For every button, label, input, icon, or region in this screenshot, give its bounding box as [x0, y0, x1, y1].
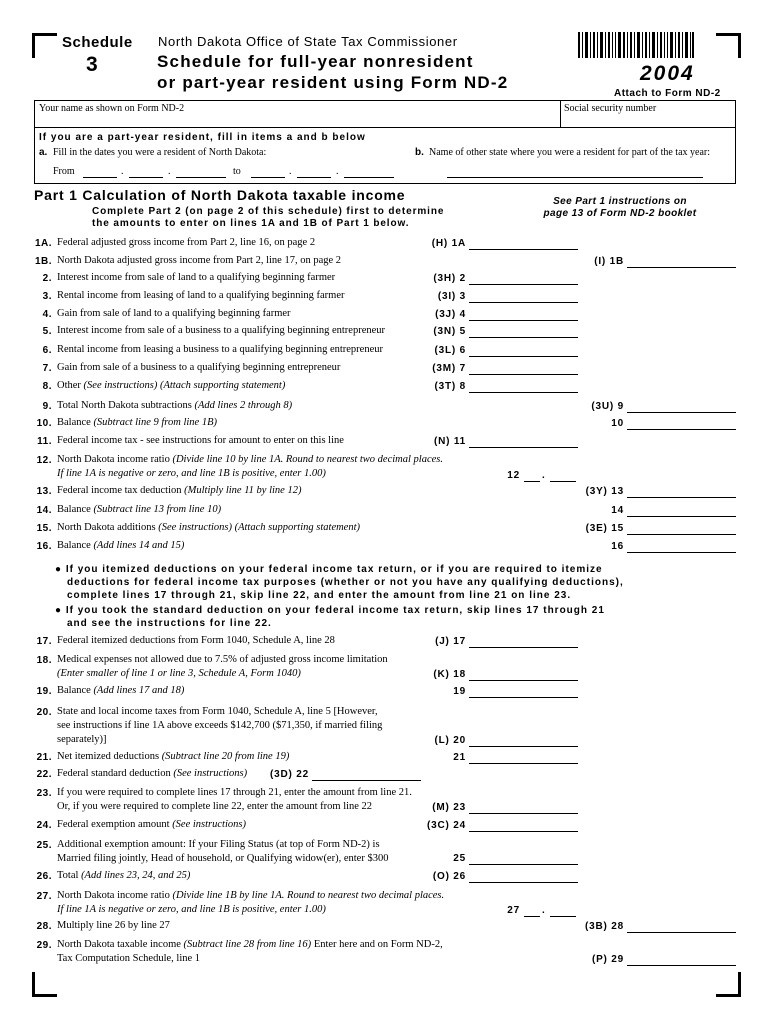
line-code: (3H) 2 — [433, 273, 466, 284]
line-5-amount-input[interactable] — [469, 337, 578, 338]
line-code: 10 — [611, 418, 624, 429]
form-title-line1: Schedule for full-year nonresident — [157, 52, 474, 71]
line-11-amount-input[interactable] — [469, 447, 578, 448]
line-code: 16 — [611, 541, 624, 552]
line-description-continued: separately)] — [57, 734, 107, 745]
line-text: If you were required to complete lines 17 through 21, enter the amount from line 21. — [57, 787, 412, 798]
from-label: From — [53, 166, 75, 177]
line-number: 3. — [42, 291, 52, 302]
line-text: Federal standard deduction — [57, 768, 174, 779]
line-number: 23. — [36, 788, 52, 799]
line-25-amount-input[interactable] — [469, 864, 578, 865]
part-year-section: If you are a part-year resident, fill in items a and b below a. Fill in the dates you were a resident of North Dakota: b. Name of other state where you were a resident for part of the tax year: From . . to . . — [34, 128, 736, 184]
itemize-note: ● If you itemized deductions on your federal income tax return, or if you are required to itemize deductions for federal income tax purposes (whether or not you have any qualifying deductions), complete lines 17 through 21, skip line 22, and enter the amount from line 21 on line 23. — [55, 563, 695, 602]
line-number: 26. — [36, 871, 52, 882]
line-text: Federal exemption amount — [57, 819, 173, 830]
line-13-amount-input[interactable] — [627, 497, 736, 498]
line-number: 28. — [36, 921, 52, 932]
name-label: Your name as shown on Form ND-2 — [39, 103, 185, 114]
name-ssn-divider — [560, 101, 561, 128]
schedule-label: Schedule — [62, 34, 133, 51]
line-1b-amount-input[interactable] — [627, 267, 736, 268]
line-text-italic: (Add lines 23, 24, and 25) — [81, 870, 191, 881]
line-text: Balance — [57, 417, 94, 428]
line-26-amount-input[interactable] — [469, 882, 578, 883]
line-description-continued: If line 1A is negative or zero, and line 1B is positive, enter 1.00) — [57, 468, 326, 479]
line-description-continued: see instructions if line 1A above exceeds $142,700 ($71,350, if married filing — [57, 720, 383, 731]
line-9-amount-input[interactable] — [627, 412, 736, 413]
line-description-continued: (Enter smaller of line 1 or line 3, Schedule A, Form 1040) — [57, 668, 301, 679]
line-description — [57, 237, 315, 248]
line-17-amount-input[interactable] — [469, 647, 578, 648]
line-number: 27. — [36, 891, 52, 902]
line-19-amount-input[interactable] — [469, 697, 578, 698]
line-text-italic: (Multiply line 11 by line 12) — [184, 485, 302, 496]
part1-see-instructions-line1: See Part 1 instructions on — [553, 196, 687, 207]
line-text-italic: (Subtract line 20 from line 19) — [161, 751, 290, 762]
line-text: Gain from sale of a business to a qualifying beginning entrepreneur — [57, 362, 341, 373]
line-description — [57, 485, 301, 496]
line-8-amount-input[interactable] — [469, 392, 578, 393]
line-description — [57, 768, 247, 779]
line-text-italic: (Add lines 14 and 15) — [93, 540, 185, 551]
line-text-italic: (Subtract line 9 from line 1B) — [93, 417, 217, 428]
line-number: 29. — [36, 940, 52, 951]
line-code: (J) 17 — [435, 636, 466, 647]
part-year-title: If you are a part-year resident, fill in items a and b below — [39, 132, 366, 143]
line-description — [57, 417, 217, 428]
line-text: Net itemized deductions — [57, 751, 162, 762]
line-text: State and local income taxes from Form 1040, Schedule A, line 5 [However, — [57, 706, 378, 717]
part1-instructions-line2: the amounts to enter on lines 1A and 1B of Part 1 below. — [92, 218, 410, 229]
line-text: North Dakota additions — [57, 522, 159, 533]
from-day-input[interactable] — [129, 177, 163, 178]
line-code: (K) 18 — [433, 669, 466, 680]
line-code: (N) 11 — [433, 436, 466, 447]
standard-deduction-note: ● If you took the standard deduction on your federal income tax return, skip lines 17 through 21 and see the instructions for line 22. — [55, 604, 695, 630]
line-text: North Dakota adjusted gross income from Part 2, line 17, on page 2 — [57, 255, 342, 266]
line-text: Federal income tax deduction — [57, 485, 185, 496]
line-description — [57, 939, 443, 950]
line-description — [57, 819, 246, 830]
other-state-input[interactable] — [447, 177, 703, 178]
line-description-continued: If line 1A is negative or zero, and line 1B is positive, enter 1.00) — [57, 904, 326, 915]
itemize-note-line1: If you itemized deductions on your federal income tax return, or if you are required to itemize — [65, 564, 603, 575]
line-29-amount-input[interactable] — [627, 965, 736, 966]
line-text-italic: (Subtract line 13 from line 10) — [93, 504, 222, 515]
line-14-amount-input[interactable] — [627, 516, 736, 517]
line-description — [57, 890, 444, 901]
line-text: Federal income tax - see instructions for amount to enter on this line — [57, 435, 344, 446]
line-description — [57, 654, 388, 665]
line-text: Rental income from leasing a business to a qualifying beginning entrepreneur — [57, 344, 383, 355]
to-day-input[interactable] — [297, 177, 331, 178]
line-code: (3E) 15 — [585, 523, 624, 534]
line-text-italic: (Add lines 2 through 8) — [194, 400, 293, 411]
line-description — [57, 504, 221, 515]
name-ssn-box — [34, 100, 736, 128]
line-text-italic: (See instructions) (Attach supporting statement) — [158, 522, 361, 533]
line-code: 19 — [453, 686, 466, 697]
line-number: 20. — [36, 707, 52, 718]
line-code: (3D) 22 — [270, 769, 309, 780]
corner-mark-top-right — [716, 33, 741, 58]
line-code: (3L) 6 — [434, 345, 466, 356]
corner-mark-top-left — [32, 33, 57, 58]
part1-see-instructions-line2: page 13 of Form ND-2 booklet — [543, 208, 697, 219]
part1-instructions-line1: Complete Part 2 (on page 2 of this schedule) first to determine — [92, 206, 445, 217]
item-b-letter: b. — [415, 147, 424, 158]
line-code: (3N) 5 — [433, 326, 466, 337]
line-number: 24. — [36, 820, 52, 831]
line-number: 12. — [36, 455, 52, 466]
itemize-note-line3: complete lines 17 through 21, skip line 22, and enter the amount from line 21 on line 23. — [67, 590, 572, 601]
line-number: 15. — [36, 523, 52, 534]
corner-mark-bottom-right — [716, 972, 741, 997]
line-number: 6. — [42, 345, 52, 356]
line-number: 5. — [42, 326, 52, 337]
line-28-amount-input[interactable] — [627, 932, 736, 933]
line-description — [57, 685, 184, 696]
line-text: Total — [57, 870, 82, 881]
line-text: Rental income from leasing of land to a qualifying beginning farmer — [57, 290, 345, 301]
line-number: 25. — [36, 840, 52, 851]
line-description — [57, 751, 289, 762]
name-input[interactable] — [37, 114, 557, 127]
line-code: (3J) 4 — [435, 309, 466, 320]
line-text-italic: (See instructions) — [172, 819, 246, 830]
line-description — [57, 635, 335, 646]
line-description — [57, 870, 190, 881]
ratio-decimal-input[interactable] — [550, 916, 576, 917]
line-text-italic: (Divide line 10 by line 1A. Round to nearest two decimal places. — [172, 454, 443, 465]
line-description — [57, 400, 292, 411]
line-description — [57, 362, 340, 373]
line-code: 27 — [507, 905, 520, 916]
form-title-line2: or part-year resident using Form ND-2 — [157, 73, 509, 92]
line-code: 12 — [507, 470, 520, 481]
line-number: 14. — [36, 505, 52, 516]
line-code: (P) 29 — [591, 954, 624, 965]
line-text: Federal adjusted gross income from Part 2, line 16, on page 2 — [57, 237, 316, 248]
line-text: Other — [57, 380, 84, 391]
line-22-amount-input[interactable] — [312, 780, 421, 781]
line-description-continued: Married filing jointly, Head of household, or Qualifying widow(er), enter $300 — [57, 853, 389, 864]
line-description — [57, 380, 285, 391]
line-number: 1A. — [34, 238, 52, 249]
to-label: to — [233, 166, 241, 177]
line-description — [57, 308, 291, 319]
line-text: Additional exemption amount: If your Filing Status (at top of Form ND-2) is — [57, 839, 380, 850]
line-text: Multiply line 26 by line 27 — [57, 920, 170, 931]
agency-name: North Dakota Office of State Tax Commissioner — [158, 34, 458, 49]
line-description — [57, 540, 184, 551]
line-text: North Dakota taxable income — [57, 939, 184, 950]
line-code: 25 — [453, 853, 466, 864]
schedule-number: 3 — [86, 53, 98, 76]
line-23-amount-input[interactable] — [469, 813, 578, 814]
line-description — [57, 290, 345, 301]
line-text: Medical expenses not allowed due to 7.5% of adjusted gross income limitation — [57, 654, 388, 665]
line-number: 17. — [36, 636, 52, 647]
item-b-text: Name of other state where you were a resident for part of the tax year: — [429, 147, 710, 158]
line-24-amount-input[interactable] — [469, 831, 578, 832]
line-text-italic: (Subtract line 28 from line 16) — [183, 939, 312, 950]
line-code: (O) 26 — [432, 871, 466, 882]
line-description — [57, 920, 170, 931]
line-text: Federal itemized deductions from Form 1040, Schedule A, line 28 — [57, 635, 335, 646]
line-number: 21. — [36, 752, 52, 763]
ssn-input[interactable] — [563, 114, 733, 127]
line-10-amount-input[interactable] — [627, 429, 736, 430]
tax-year: 2004 — [640, 62, 695, 85]
line-number: 1B. — [34, 256, 52, 267]
line-text: Balance — [57, 540, 94, 551]
line-description — [57, 325, 385, 336]
part1-title: Part 1 Calculation of North Dakota taxable income — [34, 187, 406, 203]
line-number: 9. — [42, 401, 52, 412]
line-number: 2. — [42, 273, 52, 284]
line-code: (3M) 7 — [432, 363, 466, 374]
line-text: Interest income from sale of a business to a qualifying beginning entrepreneur — [57, 325, 386, 336]
ratio-decimal-point: . — [542, 470, 546, 481]
to-year-input[interactable] — [344, 177, 394, 178]
line-number: 13. — [36, 486, 52, 497]
line-text-italic: (See instructions) (Attach supporting statement) — [83, 380, 286, 391]
line-description — [57, 706, 378, 717]
line-code: 21 — [453, 752, 466, 763]
line-text-after: Enter here and on Form ND-2, — [311, 939, 443, 950]
ratio-whole-input[interactable] — [524, 481, 540, 482]
line-code: (3T) 8 — [434, 381, 466, 392]
line-15-amount-input[interactable] — [627, 534, 736, 535]
line-code: (I) 1B — [594, 256, 624, 267]
line-text: Total North Dakota subtractions — [57, 400, 195, 411]
line-20-amount-input[interactable] — [469, 746, 578, 747]
standard-note-line1: If you took the standard deduction on your federal income tax return, skip lines 17 through 21 — [65, 605, 605, 616]
line-number: 22. — [36, 769, 52, 780]
ssn-label: Social security number — [564, 103, 657, 114]
line-code: 14 — [611, 505, 624, 516]
line-text-italic: (Add lines 17 and 18) — [93, 685, 185, 696]
line-code: (M) 23 — [432, 802, 466, 813]
from-month-input[interactable] — [83, 177, 117, 178]
line-code: (3Y) 13 — [585, 486, 624, 497]
line-16-amount-input[interactable] — [627, 552, 736, 553]
line-text: North Dakota income ratio — [57, 454, 173, 465]
line-description — [57, 522, 360, 533]
item-a-letter: a. — [39, 147, 48, 158]
line-number: 7. — [42, 363, 52, 374]
from-year-input[interactable] — [176, 177, 226, 178]
line-description — [57, 255, 341, 266]
line-1a-amount-input[interactable] — [469, 249, 578, 250]
line-number: 4. — [42, 309, 52, 320]
line-text: Balance — [57, 685, 94, 696]
line-code: (L) 20 — [434, 735, 466, 746]
line-number: 11. — [37, 436, 52, 447]
line-description — [57, 839, 380, 850]
line-description-continued: Tax Computation Schedule, line 1 — [57, 953, 201, 964]
line-code: (H) 1A — [431, 238, 466, 249]
line-text-italic: (Divide line 1B by line 1A. Round to nearest two decimal places. — [172, 890, 445, 901]
line-21-amount-input[interactable] — [469, 763, 578, 764]
to-month-input[interactable] — [251, 177, 285, 178]
line-2-amount-input[interactable] — [469, 284, 578, 285]
line-text-italic: (See instructions) — [173, 768, 248, 779]
line-description — [57, 344, 383, 355]
line-code: (3B) 28 — [585, 921, 624, 932]
line-number: 10. — [36, 418, 52, 429]
line-code: (3C) 24 — [427, 820, 466, 831]
line-code: (3U) 9 — [591, 401, 624, 412]
line-number: 19. — [36, 686, 52, 697]
ratio-decimal-input[interactable] — [550, 481, 576, 482]
line-text: North Dakota income ratio — [57, 890, 173, 901]
standard-note-line2: and see the instructions for line 22. — [67, 618, 272, 629]
line-description — [57, 272, 335, 283]
line-description-continued: Or, if you were required to complete line 22, enter the amount from line 22 — [57, 801, 373, 812]
line-6-amount-input[interactable] — [469, 356, 578, 357]
line-code: (3I) 3 — [437, 291, 466, 302]
itemize-note-line2: deductions for federal income tax purposes (whether or not you have any qualifying deductions), — [67, 577, 624, 588]
line-number: 16. — [36, 541, 52, 552]
line-7-amount-input[interactable] — [469, 374, 578, 375]
line-description — [57, 454, 443, 465]
line-number: 18. — [36, 655, 52, 666]
line-description — [57, 435, 344, 446]
ratio-decimal-point: . — [542, 905, 546, 916]
line-4-amount-input[interactable] — [469, 320, 578, 321]
corner-mark-bottom-left — [32, 972, 57, 997]
line-18-amount-input[interactable] — [469, 680, 578, 681]
line-3-amount-input[interactable] — [469, 302, 578, 303]
item-a-text: Fill in the dates you were a resident of North Dakota: — [53, 147, 267, 158]
attach-note: Attach to Form ND-2 — [614, 88, 721, 99]
barcode-icon — [578, 32, 694, 58]
line-description — [57, 787, 412, 798]
line-text: Gain from sale of land to a qualifying beginning farmer — [57, 308, 291, 319]
ratio-whole-input[interactable] — [524, 916, 540, 917]
line-number: 8. — [42, 381, 52, 392]
line-text: Interest income from sale of land to a qualifying beginning farmer — [57, 272, 336, 283]
line-text: Balance — [57, 504, 94, 515]
